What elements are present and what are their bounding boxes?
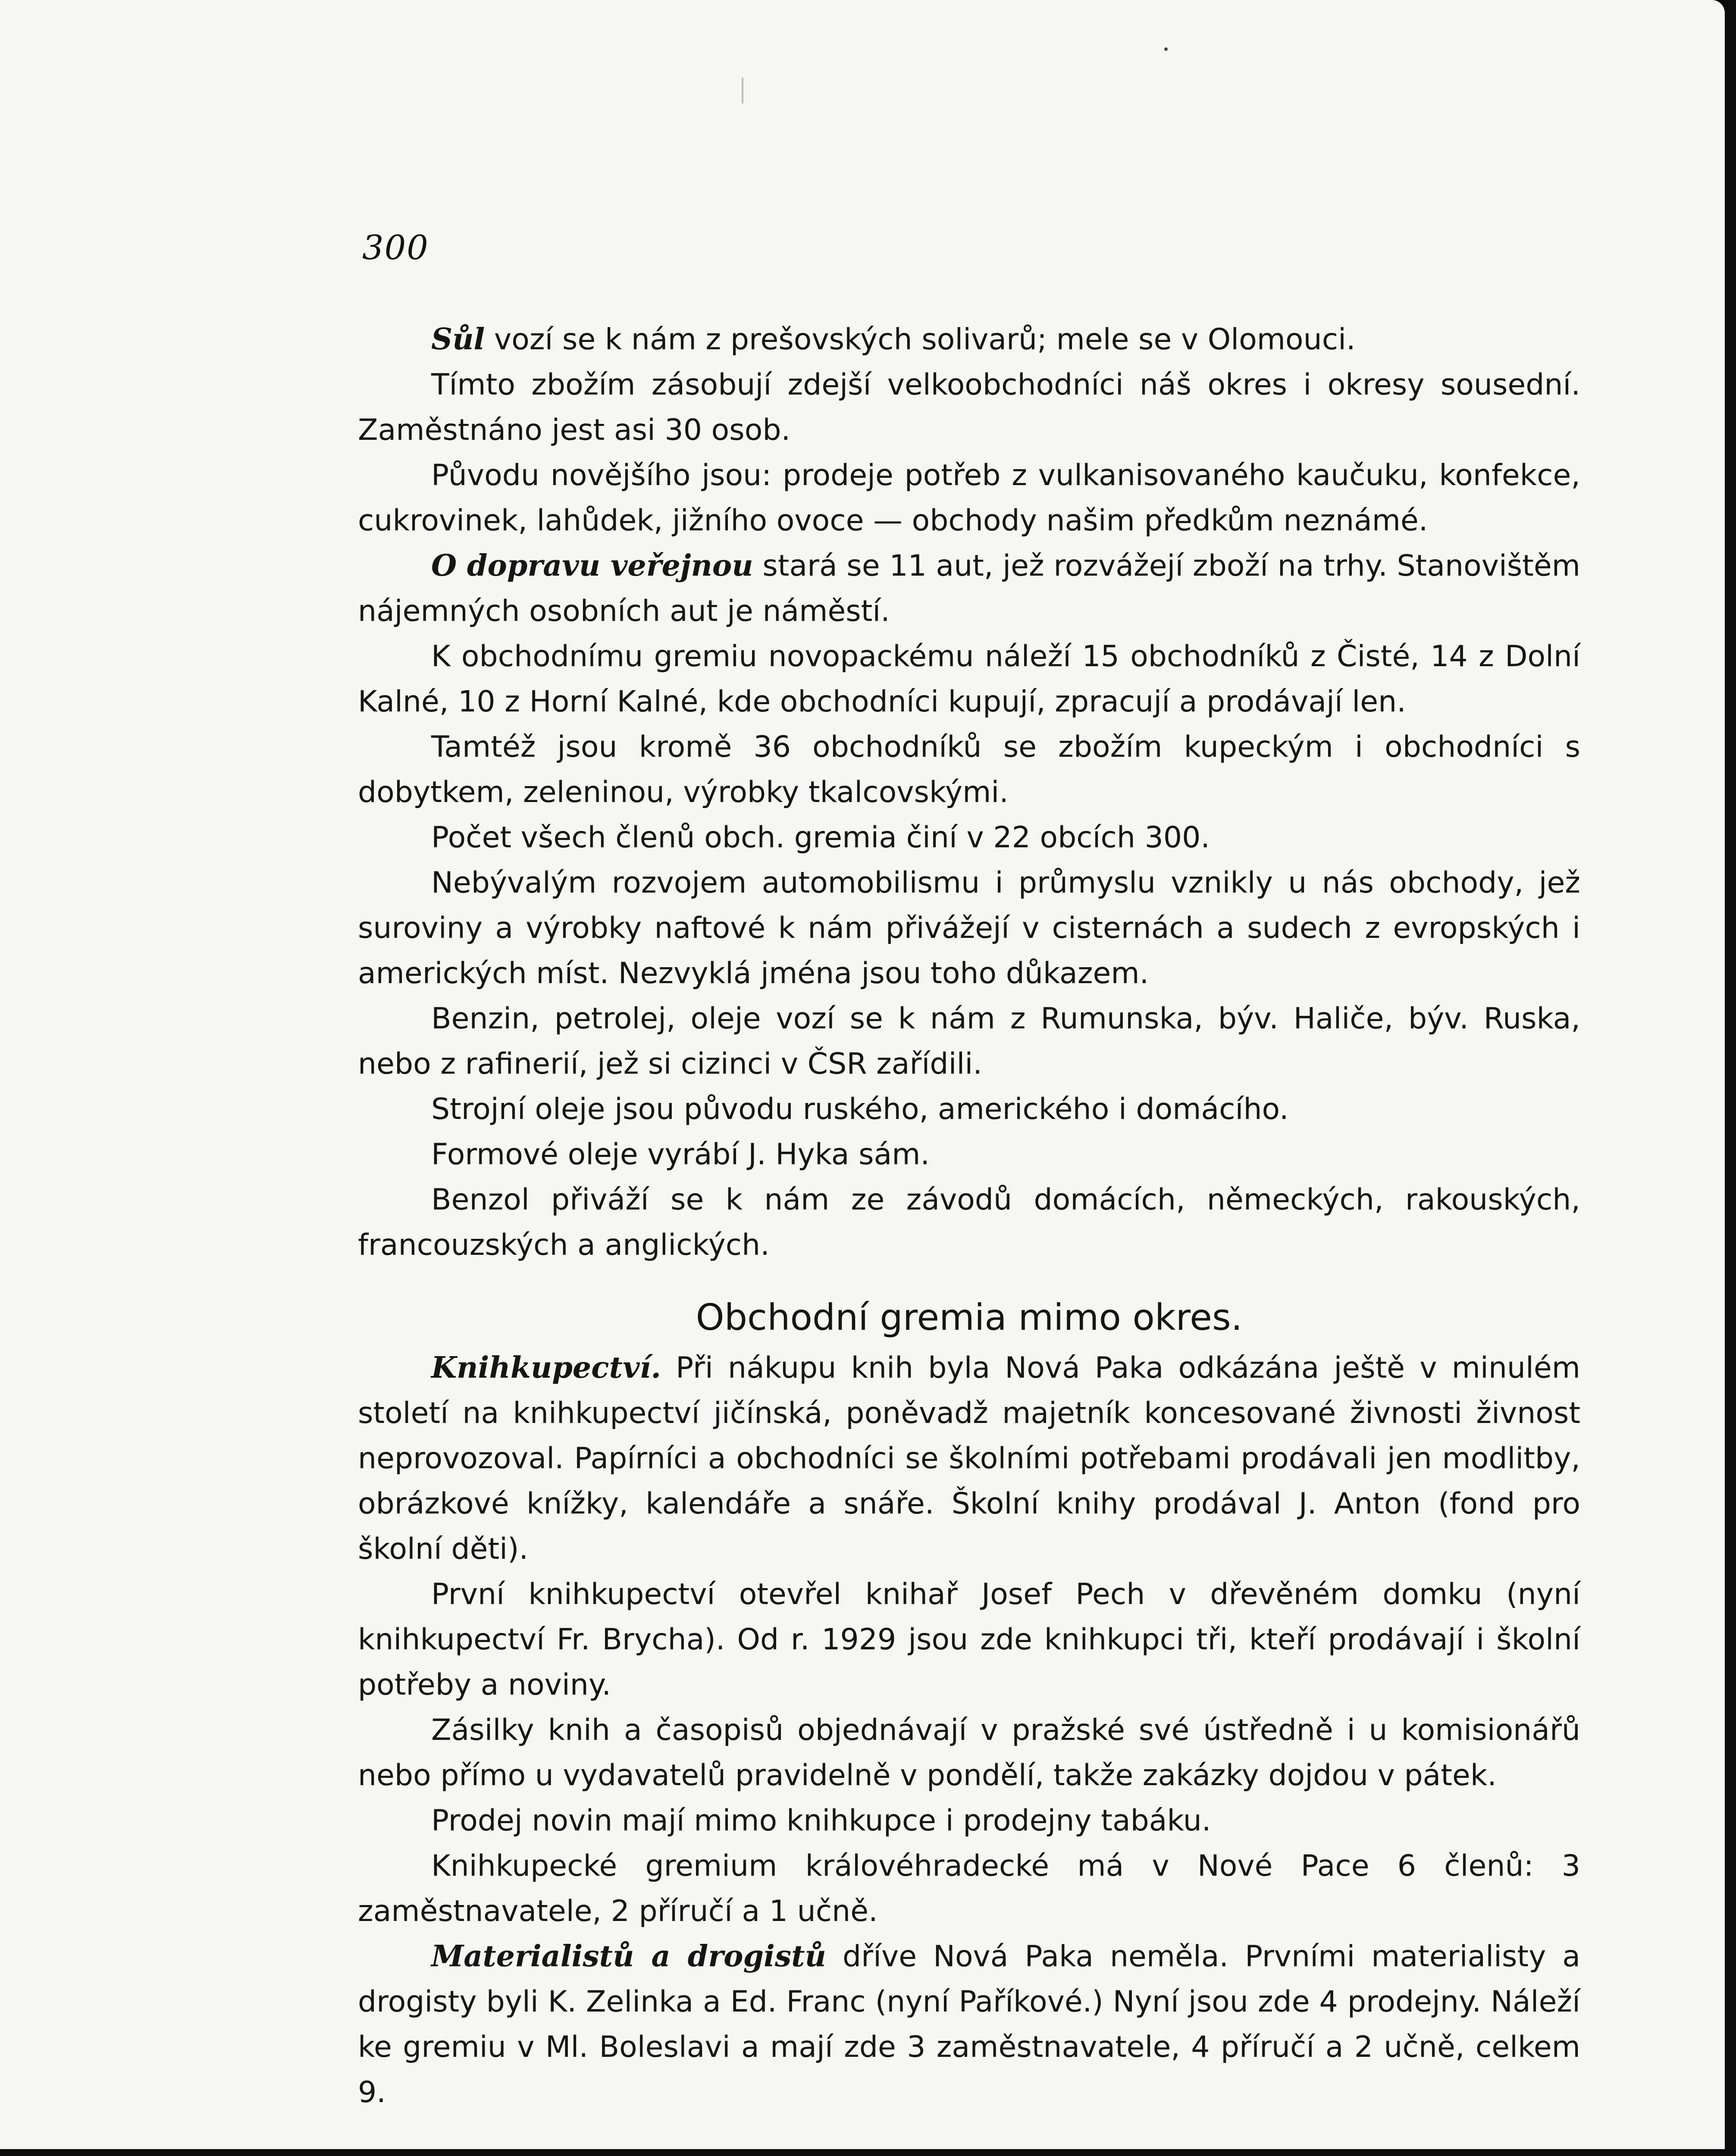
paragraphs-before bbox=[358, 317, 1580, 1268]
paragraph-text: stará se 11 aut, jež rozvážejí zboží na trhy. Stanovištěm nájemných osobních aut je náměstí. bbox=[358, 549, 1581, 628]
page-body bbox=[358, 317, 1580, 2115]
paragraph-lead: O dopravu veřejnou bbox=[431, 548, 753, 583]
scan-speck bbox=[1164, 47, 1168, 51]
paragraph bbox=[358, 1843, 1580, 1934]
paragraph-text: Prodej novin mají mimo knihkupce i prodejny tabáku. bbox=[431, 1804, 1211, 1838]
paragraph bbox=[358, 543, 1580, 634]
paragraph-text: K obchodnímu gremiu novopackému náleží 15 obchodníků z Čisté, 14 z Dolní Kalné, 10 z Horní Kalné, kde obchodníci kupují, zpracují a prodávají len. bbox=[358, 639, 1580, 719]
paragraph-text: Benzol přiváží se k nám ze závodů domácích, německých, rakouských, francouzských a anglických. bbox=[358, 1183, 1580, 1262]
paragraph-text: Zásilky knih a časopisů objednávají v pražské své ústředně i u komisionářů nebo přímo u vydavatelů pravidelně v pondělí, takže zakázky dojdou v pátek. bbox=[358, 1713, 1580, 1792]
paragraph bbox=[358, 1087, 1580, 1132]
paragraph bbox=[358, 1132, 1580, 1177]
paragraph-text: První knihkupectví otevřel knihař Josef Pech v dřevěném domku (nyní knihkupectví Fr. Brycha). Od r. 1929 jsou zde knihkupci tři, kteří prodávají i školní potřeby a noviny. bbox=[358, 1577, 1580, 1702]
paragraph bbox=[358, 453, 1580, 543]
scan-edge-right bbox=[1725, 0, 1736, 2156]
paragraph bbox=[358, 724, 1580, 815]
paragraph bbox=[358, 860, 1580, 996]
paragraph bbox=[358, 1798, 1580, 1843]
paragraph-text: Formové oleje vyrábí J. Hyka sám. bbox=[431, 1138, 930, 1172]
paragraph-text: Tamtéž jsou kromě 36 obchodníků se zbožím kupeckým i obchodníci s dobytkem, zeleninou, výrobky tkalcovskými. bbox=[358, 730, 1580, 809]
paragraph-text: Při nákupu knih byla Nová Paka odkázána ještě v minulém století na knihkupectví jičínská, poněvadž majetník koncesované živnosti živnost neprovozoval. Papírníci a obchodníci se školními potřebami prodávali jen modlitby, obrázkové knížky, kalendáře a snáře. Školní knihy prodával J. Anton (fond pro školní děti). bbox=[358, 1351, 1580, 1566]
scan-edge-bottom bbox=[0, 2149, 1736, 2156]
paragraph bbox=[358, 1345, 1580, 1572]
paragraph bbox=[358, 815, 1580, 860]
paragraph-lead: Knihkupectví. bbox=[431, 1351, 661, 1385]
paragraph-text: Knihkupecké gremium královéhradecké má v Nové Pace 6 členů: 3 zaměstnavatele, 2 příručí a 1 učně. bbox=[358, 1849, 1580, 1928]
paragraph-text: dříve Nová Paka neměla. Prvními materialisty a drogisty byli K. Zelinka a Ed. Franc (nyní Paříkové.) Nyní jsou zde 4 prodejny. Náleží ke gremiu v Ml. Boleslavi a mají zde 3 zaměstnavatele, 4 příručí a 2 učně, celkem 9. bbox=[358, 1940, 1581, 2109]
section-heading: Obchodní gremia mimo okres. bbox=[696, 1296, 1243, 1338]
paragraphs-after bbox=[358, 1345, 1580, 2115]
paragraph bbox=[358, 362, 1580, 453]
paragraph-text: Počet všech členů obch. gremia činí v 22 obcích 300. bbox=[431, 821, 1210, 855]
paragraph-text: Původu novějšího jsou: prodeje potřeb z vulkanisovaného kaučuku, konfekce, cukrovinek, lahůdek, jižního ovoce — obchody našim předkům neznámé. bbox=[358, 458, 1580, 538]
paragraph-text: Tímto zbožím zásobují zdejší velkoobchodníci náš okres i okresy sousední. Zaměstnáno jest asi 30 osob. bbox=[358, 368, 1580, 447]
paragraph-lead: Materialistů a drogistů bbox=[431, 1939, 826, 1974]
paragraph bbox=[358, 996, 1580, 1087]
paragraph bbox=[358, 1572, 1580, 1708]
paragraph-text: Strojní oleje jsou původu ruského, amerického i domácího. bbox=[431, 1092, 1289, 1126]
paragraph bbox=[358, 1934, 1580, 2115]
paragraph-lead: Sůl bbox=[431, 322, 485, 357]
paragraph-text: vozí se k nám z prešovských solivarů; mele se v Olomouci. bbox=[485, 323, 1356, 357]
paragraph bbox=[358, 1708, 1580, 1798]
paragraph bbox=[358, 634, 1580, 724]
paragraph bbox=[358, 317, 1580, 362]
scan-mark bbox=[742, 78, 743, 103]
paragraph-text: Nebývalým rozvojem automobilismu i průmyslu vznikly u nás obchody, jež suroviny a výrobky naftové k nám přivážejí v cisternách a sudech z evropských i amerických míst. Nezvyklá jména jsou toho důkazem. bbox=[358, 866, 1580, 990]
paragraph bbox=[358, 1177, 1580, 1268]
paragraph-text: Benzin, petrolej, oleje vozí se k nám z Rumunska, býv. Haliče, býv. Ruska, nebo z rafinerií, jež si cizinci v ČSR zařídili. bbox=[358, 1002, 1580, 1081]
page-number: 300 bbox=[362, 229, 429, 267]
